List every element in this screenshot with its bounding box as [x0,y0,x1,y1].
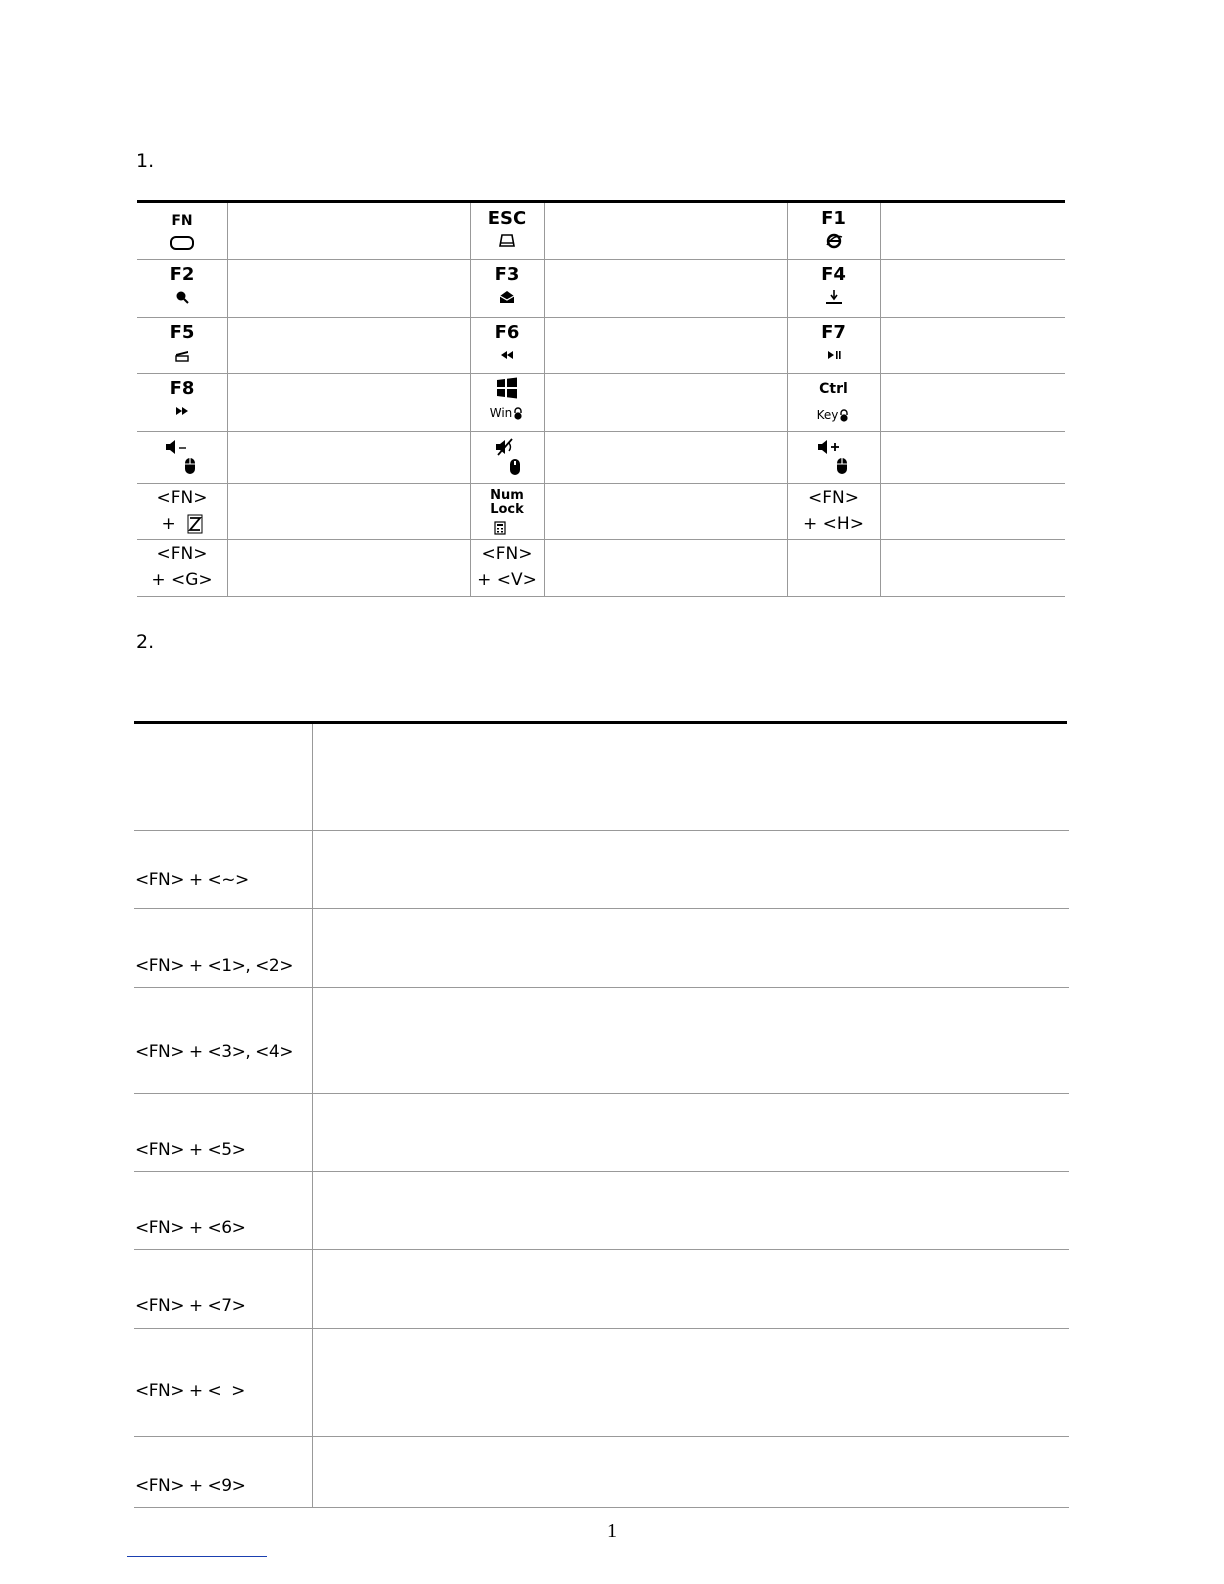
combo-fn-blank: <FN> + < > [135,1381,245,1401]
page-number: 1 [607,1520,617,1542]
section-2-number: 2. [136,631,155,653]
rounded-rect-icon [169,235,195,251]
table2-row-rule [134,1171,1069,1172]
media-player-icon [173,346,191,364]
key-win: Win [470,376,544,420]
table2-row-rule [134,1436,1069,1437]
calculator-icon [493,521,507,535]
key-ctrl: Ctrl Key [787,378,880,422]
key-fn-z: <FN> + [156,488,208,534]
table2-top-rule [134,721,1067,724]
combo-fn-1-2: <FN> + <1>, <2> [135,956,293,976]
key-volume-down [137,436,227,476]
combo-fn-6: <FN> + <6> [135,1218,246,1238]
table1-row-rule [137,373,1065,374]
table2-bottom-rule [134,1507,1069,1508]
key-f3: F3 [470,264,544,306]
mouse-scroll-icon [508,457,522,477]
key-mute [470,436,544,477]
combo-fn-9: <FN> + <9> [135,1476,246,1496]
lock-icon [512,407,524,420]
volume-up-icon [816,438,842,456]
key-f4: F4 [787,264,880,306]
key-esc: ESC [470,208,544,250]
mouse-left-click-icon [183,456,197,476]
table2-row-rule [134,908,1069,909]
lock-icon [838,409,850,422]
download-icon [824,288,844,306]
z-key-icon [187,514,203,534]
table1-bottom-rule [137,596,1065,597]
key-fn-g: <FN> + <G> [151,544,213,590]
key-f8: F8 [137,378,227,420]
table1-col-rule [227,203,228,596]
volume-down-icon [164,438,190,456]
key-f1: F1 [787,208,880,250]
play-pause-icon [825,346,843,364]
mute-icon [494,437,520,457]
table2-row-rule [134,1249,1069,1250]
table2-row-rule [134,1093,1069,1094]
table1-row-rule [137,483,1065,484]
mail-icon [498,288,516,306]
section-1-number: 1. [136,150,155,172]
key-f5: F5 [137,322,227,364]
key-fn: FN [137,210,227,251]
key-fn-h: <FN> + <H> [803,488,864,534]
combo-fn-5: <FN> + <5> [135,1140,246,1160]
key-numlock: Num Lock [470,489,544,536]
table1-row-rule [137,431,1065,432]
mouse-right-click-icon [835,456,849,476]
table2-row-rule [134,830,1069,831]
windows-logo-icon [495,376,519,400]
table1-col-rule [544,203,545,596]
table2-row-rule [134,1328,1069,1329]
combo-fn-tilde: <FN> + <~> [135,870,249,890]
table2-row-rule [134,987,1069,988]
key-volume-up [787,436,880,476]
key-f2: F2 [137,264,227,306]
table1-row-rule [137,317,1065,318]
key-f6: F6 [470,322,544,364]
combo-fn-7: <FN> + <7> [135,1296,246,1316]
search-icon [173,288,191,306]
table1-row-rule [137,539,1065,540]
drive-icon [498,232,516,250]
table2-col-rule [312,724,313,1508]
rewind-icon [498,346,516,364]
combo-fn-3-4: <FN> + <3>, <4> [135,1042,293,1062]
browser-icon [825,232,843,250]
table1-col-rule [880,203,881,596]
table1-row-rule [137,259,1065,260]
footer-link-underline[interactable] [127,1556,267,1557]
key-fn-v: <FN> + <V> [477,544,537,590]
table1-top-rule [137,200,1065,203]
key-f7: F7 [787,322,880,364]
fast-forward-icon [173,402,191,420]
